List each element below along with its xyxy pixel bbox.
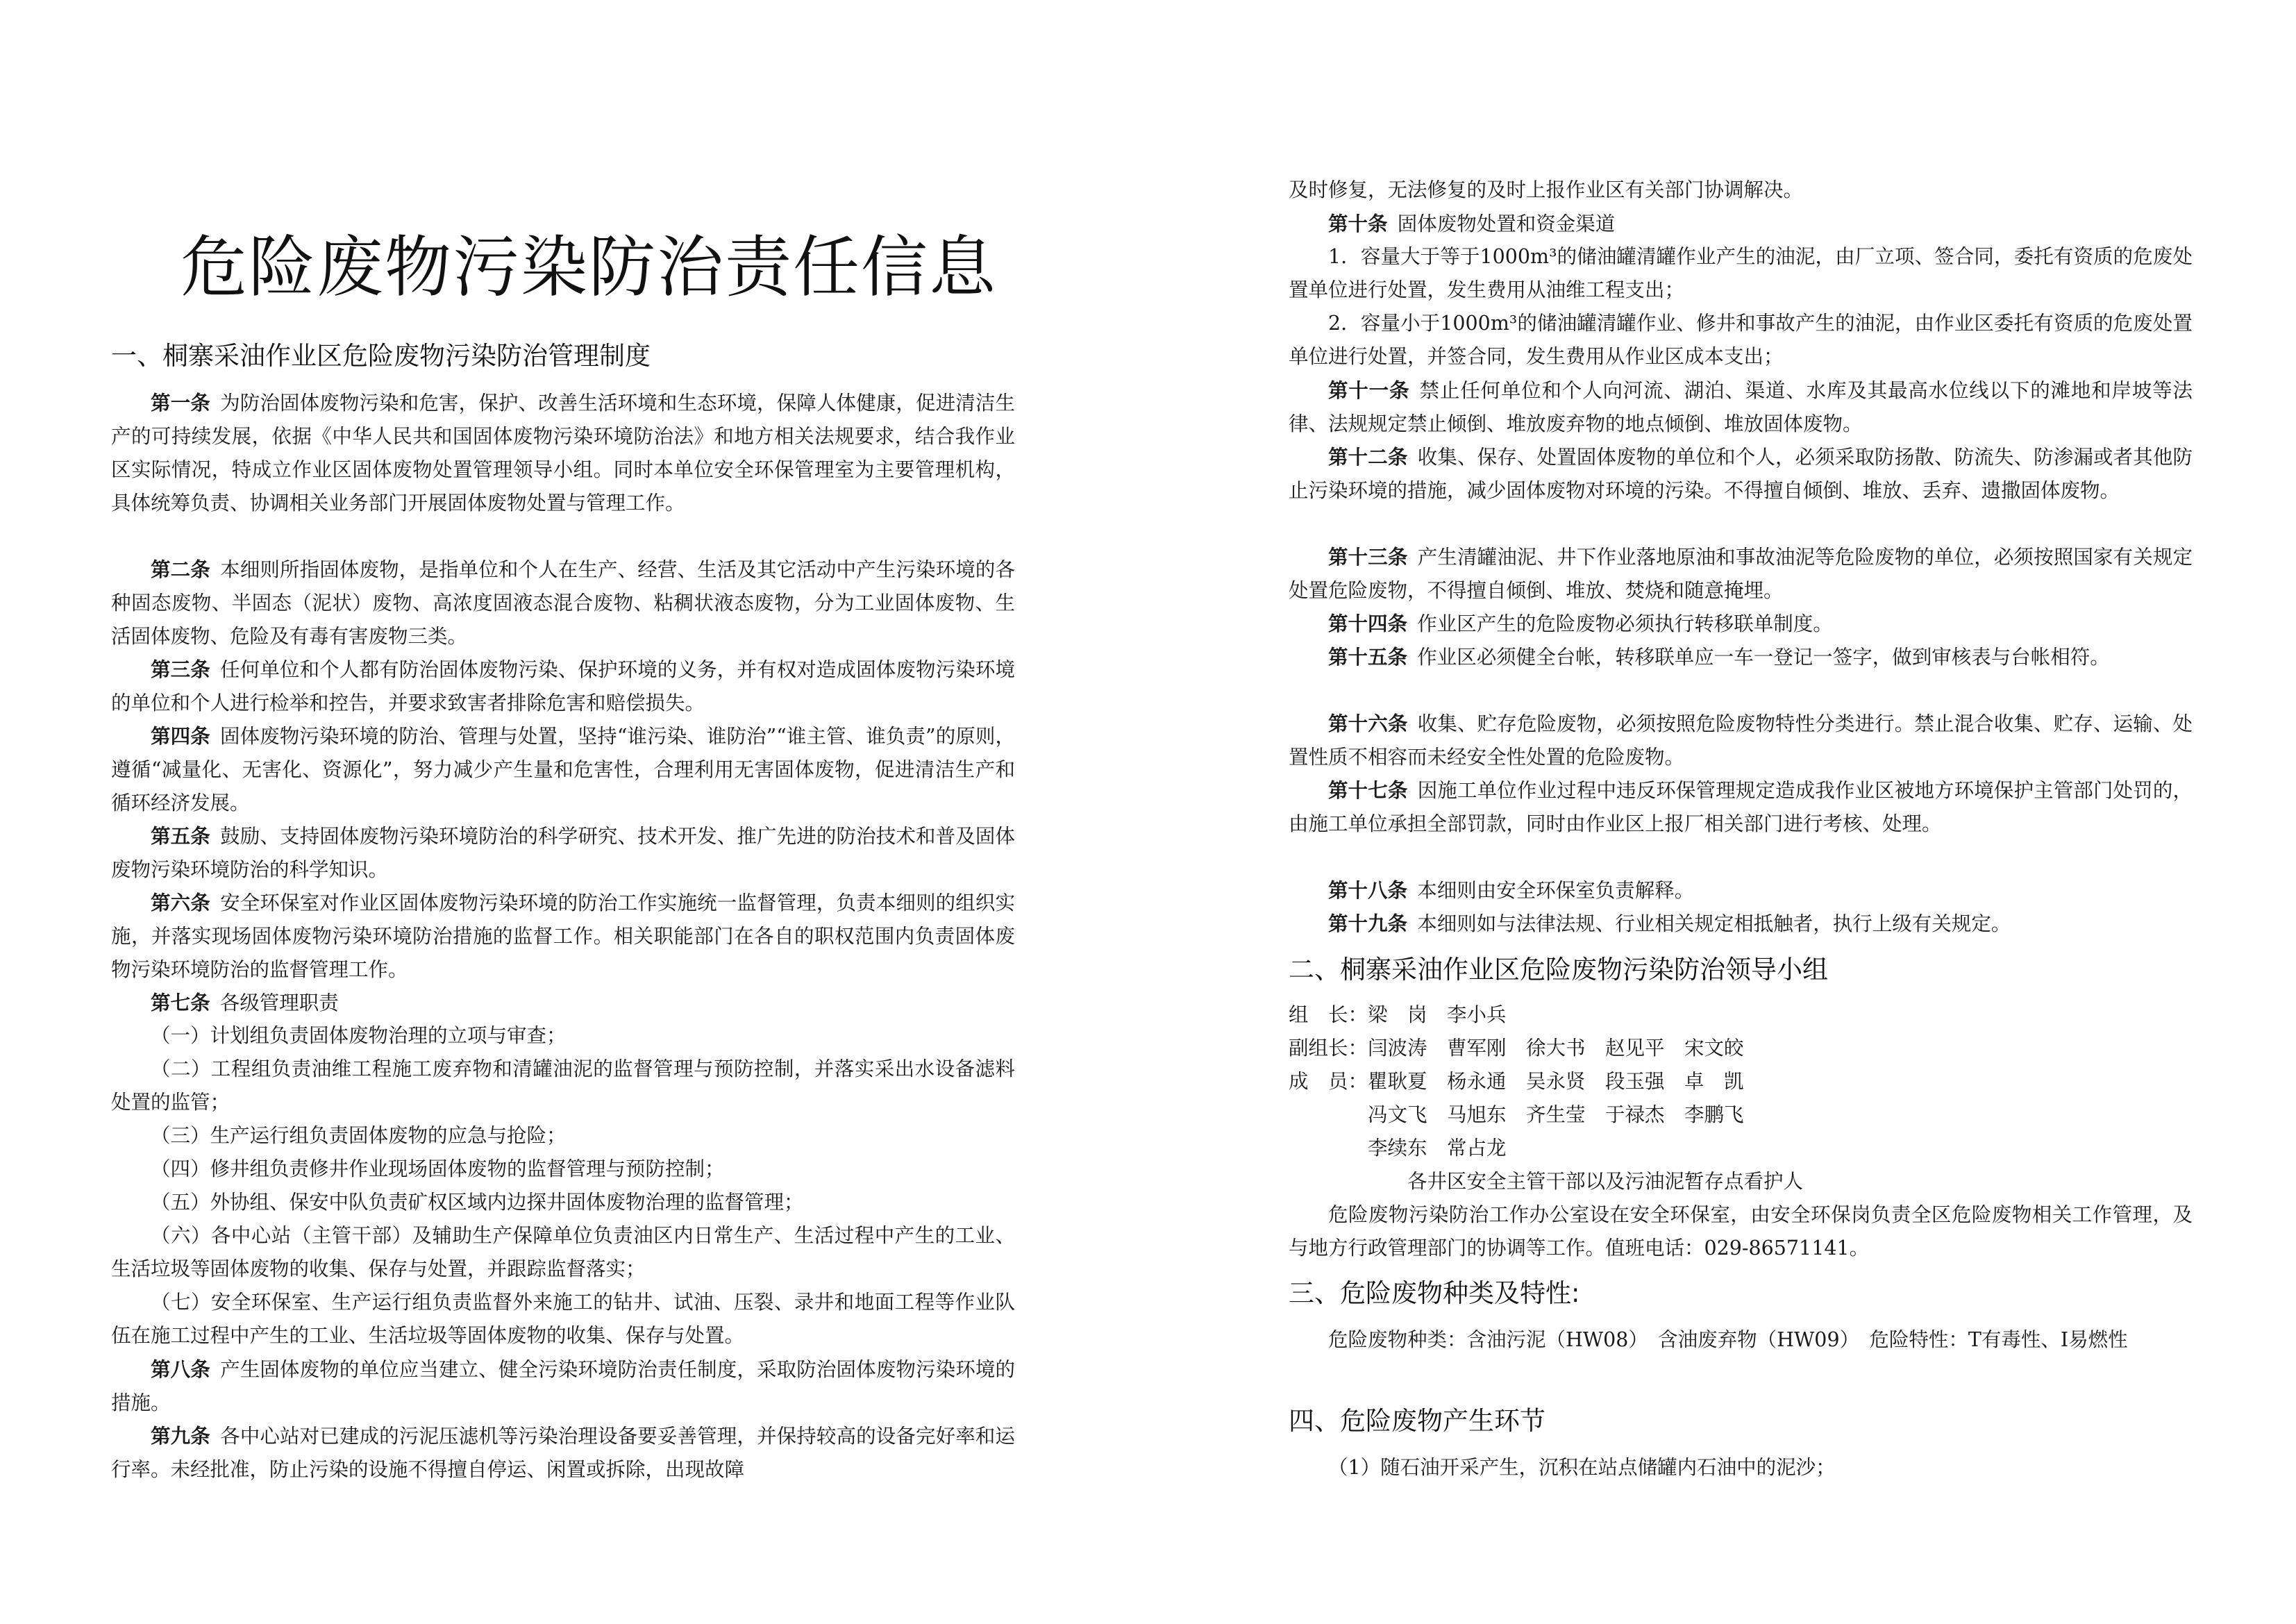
section-1-heading: 一、桐寨采油作业区危险废物污染防治管理制度 bbox=[111, 341, 651, 371]
duty-3: （三）生产运行组负责固体废物的应急与抢险； bbox=[151, 1124, 567, 1147]
duty-1: （一）计划组负责固体废物治理的立项与审查； bbox=[151, 1024, 567, 1047]
office-info: 危险废物污染防治工作办公室设在安全环保室，由安全环保岗负责全区危险废物相关工作管理，及与地方行政管理部门的协调等工作。值班电话：029-86571141。 bbox=[1289, 1203, 2193, 1259]
article-label: 第二条 bbox=[151, 558, 210, 581]
duty-2: （二）工程组负责油维工程施工废弃物和清罐油泥的监督管理与预防控制，并落实采出水设备滤料处置的监管； bbox=[111, 1057, 1015, 1114]
duty-5: （五）外协组、保安中队负责矿权区域内边探井固体废物治理的监督管理； bbox=[151, 1191, 804, 1214]
article-text: 安全环保室对作业区固体废物污染环境的防治工作实施统一监督管理，负责本细则的组织实施，并落实现场固体废物污染环境防治措施的监督工作。相关职能部门在各自的职权范围内负责固体废物污染环境防治的监督管理工作。 bbox=[111, 891, 1015, 981]
article-label: 第五条 bbox=[151, 824, 210, 848]
article-3 bbox=[111, 653, 1015, 720]
article-14 bbox=[1289, 607, 2193, 641]
article-9-continuation: 及时修复，无法修复的及时上报作业区有关部门协调解决。 bbox=[1289, 178, 1804, 201]
article-2 bbox=[111, 553, 1015, 653]
section-4-heading: 四、危险废物产生环节 bbox=[1289, 1406, 1545, 1436]
article-10 bbox=[1289, 207, 2193, 241]
article-text: 因施工单位作业过程中违反环保管理规定造成我作业区被地方环境保护主管部门处罚的，由施工单位承担全部罚款，同时由作业区上报厂相关部门进行考核、处理。 bbox=[1289, 779, 2193, 835]
article-text: 固体废物处置和资金渠道 bbox=[1397, 212, 1616, 235]
article-text: 产生固体废物的单位应当建立、健全污染环境防治责任制度，采取防治固体废物污染环境的措施。 bbox=[111, 1358, 1015, 1414]
article-label: 第十四条 bbox=[1328, 612, 1408, 635]
article-12 bbox=[1289, 440, 2193, 508]
article-text: 本细则如与法律法规、行业相关规定相抵触者，执行上级有关规定。 bbox=[1417, 912, 2011, 935]
article-19 bbox=[1289, 907, 2193, 941]
article-4 bbox=[111, 719, 1015, 820]
article-11 bbox=[1289, 374, 2193, 441]
article-text: 各中心站对已建成的污泥压滤机等污染治理设备要妥善管理，并保持较高的设备完好率和运行率。未经批准，防止污染的设施不得擅自停运、闲置或拆除，出现故障 bbox=[111, 1425, 1015, 1481]
section-3-heading: 三、危险废物种类及特性: bbox=[1289, 1278, 1580, 1308]
article-18 bbox=[1289, 873, 2193, 907]
article-text: 各级管理职责 bbox=[219, 991, 339, 1014]
article-text: 鼓励、支持固体废物污染环境防治的科学研究、技术开发、推广先进的防治技术和普及固体废物污染环境防治的科学知识。 bbox=[111, 825, 1015, 881]
article-text: 本细则由安全环保室负责解释。 bbox=[1417, 879, 1695, 902]
article-label: 第三条 bbox=[151, 658, 210, 681]
deputy-line: 副组长：闫波涛 曹军刚 徐大书 赵见平 宋文皎 bbox=[1289, 1037, 1744, 1060]
article-9 bbox=[111, 1419, 1015, 1487]
generation-item-1: （1）随石油开采产生，沉积在站点储罐内石油中的泥沙； bbox=[1328, 1456, 1836, 1479]
article-1 bbox=[111, 386, 1015, 520]
article-16 bbox=[1289, 707, 2193, 774]
article-label: 第七条 bbox=[151, 991, 210, 1014]
article-label: 第十七条 bbox=[1328, 778, 1408, 802]
article-text: 任何单位和个人都有防治固体废物污染、保护环境的义务，并有权对造成固体废物污染环境的单位和个人进行检举和控告，并要求致害者排除危害和赔偿损失。 bbox=[111, 658, 1015, 714]
article-17 bbox=[1289, 773, 2193, 841]
article-label: 第一条 bbox=[151, 391, 210, 415]
member-line-2: 冯文飞 马旭东 齐生莹 于禄杰 李鹏飞 bbox=[1289, 1103, 1744, 1126]
article-text: 为防治固体废物污染和危害，保护、改善生活环境和生态环境，保障人体健康，促进清洁生产的可持续发展，依据《中华人民共和国固体废物污染环境防治法》和地方相关法规要求，结合我作业区实际情况，特成立作业区固体废物处置管理领导小组。同时本单位安全环保管理室为主要管理机构，具体统筹负责、协调相关业务部门开展固体废物处置与管理工作。 bbox=[111, 392, 1015, 514]
page-title: 危险废物污染防治责任信息 bbox=[181, 228, 997, 306]
article-text: 禁止任何单位和个人向河流、湖泊、渠道、水库及其最高水位线以下的滩地和岸坡等法律、法规规定禁止倾倒、堆放废弃物的地点倾倒、堆放固体废物。 bbox=[1289, 379, 2193, 435]
article-text: 收集、贮存危险废物，必须按照危险废物特性分类进行。禁止混合收集、贮存、运输、处置性质不相容而未经安全性处置的危险废物。 bbox=[1289, 712, 2193, 769]
article-7 bbox=[111, 986, 1015, 1020]
article-label: 第十一条 bbox=[1328, 378, 1410, 402]
waste-types: 危险废物种类：含油污泥（HW08） 含油废弃物（HW09） 危险特性：T有毒性、I易燃性 bbox=[1328, 1328, 2128, 1351]
article-label: 第九条 bbox=[151, 1424, 210, 1448]
duty-4: （四）修井组负责修井作业现场固体废物的监督管理与预防控制； bbox=[151, 1157, 725, 1180]
article-15 bbox=[1289, 640, 2193, 674]
article-6 bbox=[111, 886, 1015, 987]
member-line-1: 成 员：瞿耿夏 杨永通 吴永贤 段玉强 卓 凯 bbox=[1289, 1070, 1744, 1093]
article-text: 收集、保存、处置固体废物的单位和个人，必须采取防扬散、防流失、防渗漏或者其他防止污染环境的措施，减少固体废物对环境的污染。不得擅自倾倒、堆放、丢弃、遗撒固体废物。 bbox=[1289, 446, 2193, 502]
article-label: 第十五条 bbox=[1328, 645, 1408, 669]
member-line-4: 各井区安全主管干部以及污油泥暂存点看护人 bbox=[1289, 1170, 1804, 1193]
article-5 bbox=[111, 819, 1015, 887]
article-label: 第十六条 bbox=[1328, 712, 1408, 735]
article-text: 作业区产生的危险废物必须执行转移联单制度。 bbox=[1417, 612, 1833, 635]
article-10-item-2: 2．容量小于1000m³的储油罐清罐作业、修井和事故产生的油泥，由作业区委托有资质的危废处置单位进行处置，并签合同，发生费用从作业区成本支出； bbox=[1289, 312, 2193, 368]
article-label: 第十九条 bbox=[1328, 912, 1408, 935]
duty-6: （六）各中心站（主管干部）及辅助生产保障单位负责油区内日常生产、生活过程中产生的工业、生活垃圾等固体废物的收集、保存与处置，并跟踪监督落实； bbox=[111, 1224, 1015, 1280]
leader-line: 组 长：梁 岗 李小兵 bbox=[1289, 1003, 1507, 1026]
article-label: 第十八条 bbox=[1328, 878, 1408, 902]
article-label: 第四条 bbox=[151, 724, 210, 748]
article-label: 第十二条 bbox=[1328, 445, 1408, 469]
article-text: 作业区必须健全台帐，转移联单应一车一登记一签字，做到审核表与台帐相符。 bbox=[1417, 646, 2110, 669]
article-text: 本细则所指固体废物，是指单位和个人在生产、经营、生活及其它活动中产生污染环境的各种固态废物、半固态（泥状）废物、高浓度固液态混合废物、粘稠状液态废物，分为工业固体废物、生活固体废物、危险及有毒有害废物三类。 bbox=[111, 558, 1015, 648]
article-text: 产生清罐油泥、井下作业落地原油和事故油泥等危险废物的单位，必须按照国家有关规定处置危险废物，不得擅自倾倒、堆放、焚烧和随意掩埋。 bbox=[1289, 546, 2193, 602]
article-label: 第六条 bbox=[151, 891, 210, 914]
member-line-3: 李续东 常占龙 bbox=[1289, 1137, 1507, 1160]
section-2-heading: 二、桐寨采油作业区危险废物污染防治领导小组 bbox=[1289, 955, 1828, 985]
article-label: 第八条 bbox=[151, 1357, 210, 1381]
article-10-item-1: 1．容量大于等于1000m³的储油罐清罐作业产生的油泥，由厂立项、签合同，委托有资质的危废处置单位进行处置，发生费用从油维工程支出； bbox=[1289, 245, 2193, 301]
duty-7: （七）安全环保室、生产运行组负责监督外来施工的钻井、试油、压裂、录井和地面工程等作业队伍在施工过程中产生的工业、生活垃圾等固体废物的收集、保存与处置。 bbox=[111, 1291, 1015, 1347]
article-13 bbox=[1289, 540, 2193, 608]
article-8 bbox=[111, 1353, 1015, 1420]
article-label: 第十三条 bbox=[1328, 545, 1408, 569]
article-label: 第十条 bbox=[1328, 212, 1388, 235]
article-text: 固体废物污染环境的防治、管理与处置，坚持“谁污染、谁防治”“谁主管、谁负责”的原则，遵循“减量化、无害化、资源化”，努力减少产生量和危害性，合理利用无害固体废物，促进清洁生产和循环经济发展。 bbox=[111, 725, 1015, 814]
